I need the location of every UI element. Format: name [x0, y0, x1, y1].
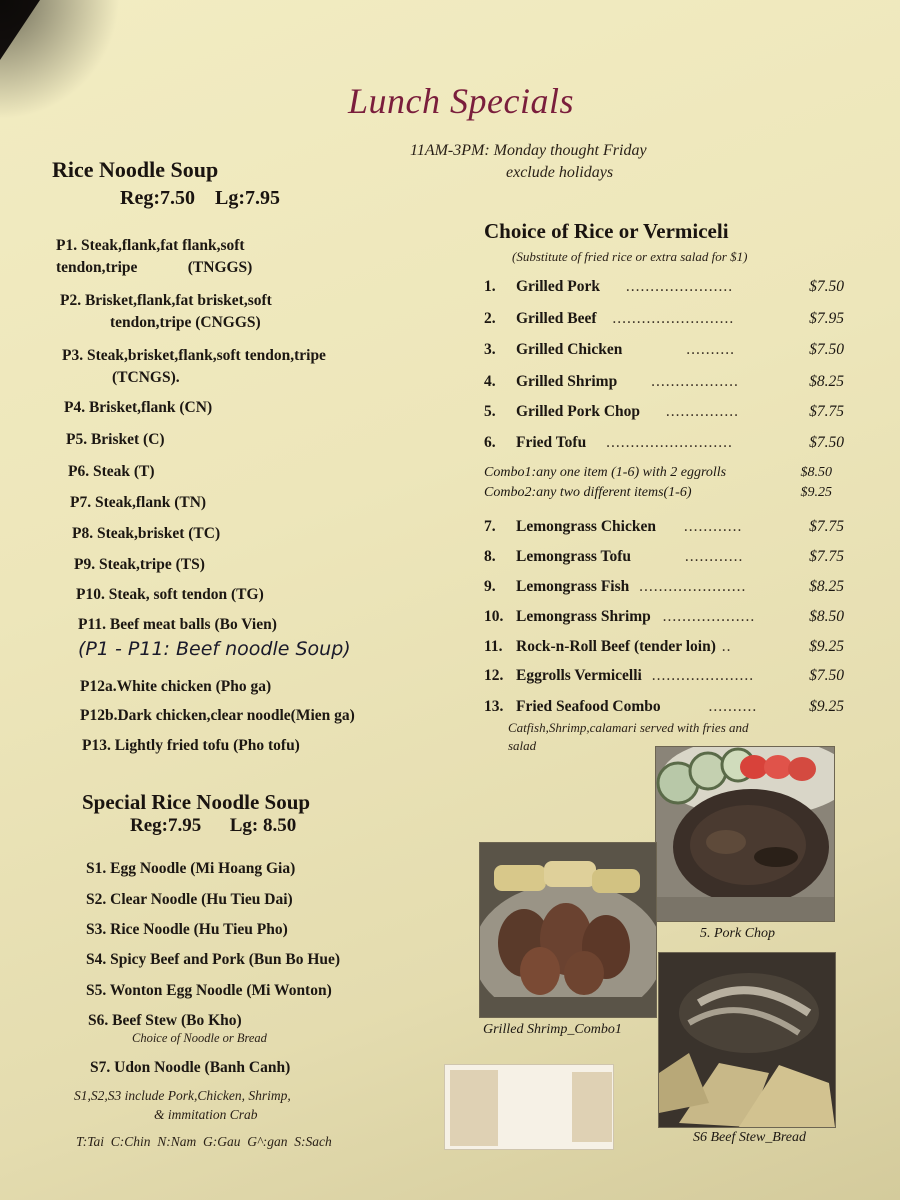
combo-2-text: Combo2:any two different items(1-6): [484, 485, 692, 500]
rv-dots: ......................: [639, 578, 747, 595]
rv-item-num: 9.: [484, 578, 496, 595]
rv-dots: ..: [721, 638, 732, 655]
combo-1: [484, 465, 832, 481]
rv-item-10: [484, 608, 844, 626]
rv-item-1: [484, 278, 844, 296]
rv-dots: ..........: [686, 341, 735, 358]
rv-item-price: $7.75: [809, 518, 844, 535]
rv-item-2: [484, 310, 844, 328]
rv-item-name: Fried Seafood Combo: [516, 698, 661, 715]
rv-item-num: 12.: [484, 667, 504, 684]
substitute-note: (Substitute of fried rice or extra salad for $1): [512, 249, 748, 264]
beef-stew-image: [659, 953, 835, 1127]
rv-item-price: $9.25: [809, 638, 844, 655]
rv-item-price: $9.25: [809, 698, 844, 715]
handwritten-note: (P1 - P11: Beef noodle Soup): [78, 638, 351, 660]
seafood-note-2: salad: [508, 738, 537, 753]
seafood-note-1: Catfish,Shrimp,calamari served with fries and: [508, 720, 749, 735]
pork-chop-image: [656, 747, 834, 921]
rv-item-name: Lemongrass Chicken: [516, 518, 656, 535]
item-p5: P5. Brisket (C): [66, 431, 165, 448]
rv-item-price: $8.25: [809, 578, 844, 595]
rv-item-price: $7.50: [809, 667, 844, 684]
beef-stew-photo: [658, 952, 836, 1128]
hours-line-1: 11AM-3PM: Monday thought Friday: [410, 142, 647, 159]
rv-item-12: [484, 667, 844, 685]
item-s5: S5. Wonton Egg Noodle (Mi Wonton): [86, 982, 332, 999]
rv-item-name: Grilled Beef: [516, 310, 597, 327]
rv-item-5: [484, 403, 844, 421]
item-p2-line-1: P2. Brisket,flank,fat brisket,soft: [60, 292, 272, 309]
item-p6: P6. Steak (T): [68, 463, 155, 480]
s-include-note-1: S1,S2,S3 include Pork,Chicken, Shrimp,: [74, 1088, 291, 1103]
rv-item-name: Eggrolls Vermicelli: [516, 667, 642, 684]
beef-stew-caption: S6 Beef Stew_Bread: [693, 1130, 807, 1145]
rv-item-name: Lemongrass Tofu: [516, 548, 631, 565]
item-p3-line-2: (TCNGS).: [112, 369, 180, 386]
item-s3: S3. Rice Noodle (Hu Tieu Pho): [86, 921, 288, 938]
rv-item-num: 6.: [484, 434, 496, 451]
item-s4: S4. Spicy Beef and Pork (Bun Bo Hue): [86, 951, 341, 968]
rv-dots: ......................: [625, 278, 734, 295]
menu-title: Lunch Specials: [348, 81, 574, 121]
rv-item-price: $7.75: [809, 548, 844, 565]
rv-item-price: $7.75: [809, 403, 844, 420]
rv-item-num: 10.: [484, 608, 504, 625]
rv-item-num: 3.: [484, 341, 496, 358]
rv-item-name: Lemongrass Shrimp: [516, 608, 651, 625]
hours-line-2: exclude holidays: [506, 164, 614, 181]
rv-dots: ..........: [708, 698, 758, 715]
rv-item-name: Lemongrass Fish: [516, 578, 630, 595]
rv-item-8: [484, 548, 844, 566]
rv-item-price: $7.50: [809, 434, 844, 451]
s-include-note-2: & immitation Crab: [154, 1107, 258, 1122]
rv-item-num: 2.: [484, 310, 496, 327]
item-s7: S7. Udon Noodle (Banh Canh): [90, 1059, 291, 1076]
rv-item-num: 11.: [484, 638, 503, 655]
item-p3-line-1: P3. Steak,brisket,flank,soft tendon,tripe: [62, 347, 326, 364]
rv-item-3: [484, 341, 844, 359]
item-s2: S2. Clear Noodle (Hu Tieu Dai): [86, 891, 293, 908]
item-p9: P9. Steak,tripe (TS): [74, 556, 205, 573]
rv-dots: ...............: [665, 403, 740, 420]
item-s6-sub: Choice of Noodle or Bread: [132, 1031, 267, 1045]
abbreviation-legend: T:Tai C:Chin N:Nam G:Gau G^:gan S:Sach: [76, 1134, 332, 1149]
rv-item-6: [484, 434, 844, 452]
rv-dots: .....................: [651, 667, 755, 684]
combo-1-price: $8.50: [800, 465, 832, 480]
rv-item-price: $8.25: [809, 373, 844, 390]
rice-noodle-prices: Reg:7.50 Lg:7.95: [120, 187, 280, 209]
rv-item-9: [484, 578, 844, 596]
rv-item-name: Grilled Pork Chop: [516, 403, 641, 420]
tape-left: [450, 1070, 498, 1146]
rv-item-num: 1.: [484, 278, 496, 295]
rv-item-name: Rock-n-Roll Beef (tender loin): [516, 638, 716, 655]
rv-dots: ............: [683, 518, 743, 535]
special-noodle-prices: Reg:7.95 Lg: 8.50: [130, 815, 297, 836]
rv-item-price: $7.50: [809, 341, 844, 358]
rv-item-4: [484, 373, 844, 391]
rv-dots: ...................: [662, 608, 756, 625]
rv-item-num: 13.: [484, 698, 504, 715]
item-p2-line-2: tendon,tripe (CNGGS): [110, 314, 261, 331]
rv-item-13: [484, 698, 844, 716]
pork-chop-photo: [655, 746, 835, 922]
grilled-shrimp-caption: Grilled Shrimp_Combo1: [483, 1022, 622, 1037]
item-s6: S6. Beef Stew (Bo Kho): [88, 1012, 242, 1029]
page-shadow: [0, 0, 120, 120]
rv-item-num: 4.: [484, 373, 496, 390]
rv-item-name: Fried Tofu: [516, 434, 587, 451]
rice-vermicelli-header: Choice of Rice or Vermiceli: [484, 219, 729, 243]
item-p12a: P12a.White chicken (Pho ga): [80, 678, 272, 695]
rv-item-num: 7.: [484, 518, 496, 535]
rv-item-num: 5.: [484, 403, 496, 420]
combo-2-price: $9.25: [800, 485, 832, 500]
item-p8: P8. Steak,brisket (TC): [72, 525, 221, 542]
rv-dots: ..........................: [606, 434, 733, 451]
item-p1-line-2: tendon,tripe (TNGGS): [56, 259, 253, 276]
item-p7: P7. Steak,flank (TN): [70, 494, 207, 511]
item-p10: P10. Steak, soft tendon (TG): [76, 586, 264, 603]
rv-item-11: [484, 638, 844, 656]
rv-dots: ..................: [651, 373, 739, 390]
rv-item-num: 8.: [484, 548, 496, 565]
combo-1-text: Combo1:any one item (1-6) with 2 eggrolls: [484, 465, 727, 480]
item-p4: P4. Brisket,flank (CN): [64, 399, 213, 416]
rv-dots: .........................: [612, 310, 735, 327]
grilled-shrimp-photo: [479, 842, 657, 1018]
tape-right: [572, 1072, 612, 1142]
combo-2: [484, 485, 832, 501]
rv-item-7: [484, 518, 844, 536]
item-s1: S1. Egg Noodle (Mi Hoang Gia): [86, 860, 296, 877]
rv-item-name: Grilled Shrimp: [516, 373, 618, 390]
grilled-shrimp-image: [480, 843, 656, 1017]
rv-item-price: $7.50: [809, 278, 844, 295]
rv-dots: ............: [684, 548, 744, 565]
rv-item-price: $8.50: [809, 608, 844, 625]
item-p13: P13. Lightly fried tofu (Pho tofu): [82, 737, 300, 754]
pork-chop-caption: 5. Pork Chop: [700, 926, 776, 941]
item-p12b: P12b.Dark chicken,clear noodle(Mien ga): [80, 707, 355, 724]
rv-item-name: Grilled Pork: [516, 278, 600, 295]
item-p11: P11. Beef meat balls (Bo Vien): [78, 616, 277, 633]
rv-item-price: $7.95: [809, 310, 844, 327]
item-p1-line-1: P1. Steak,flank,fat flank,soft: [56, 237, 245, 254]
special-noodle-header: Special Rice Noodle Soup: [82, 790, 311, 814]
rice-noodle-header: Rice Noodle Soup: [52, 157, 219, 182]
rv-item-name: Grilled Chicken: [516, 341, 623, 358]
